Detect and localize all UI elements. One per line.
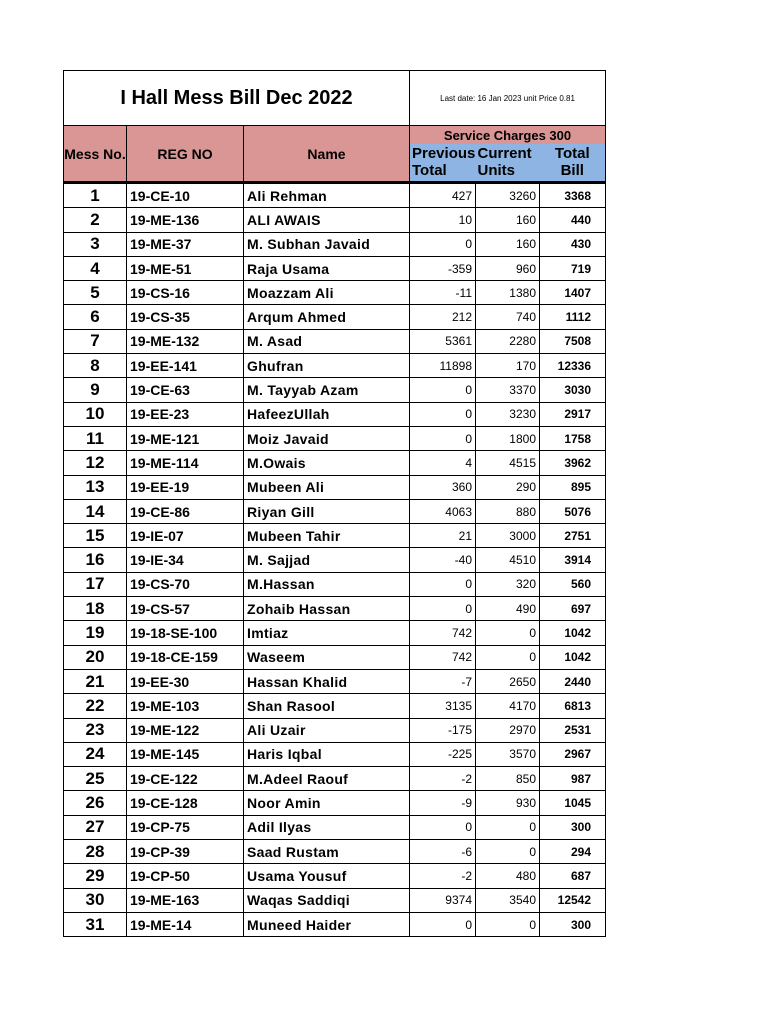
current-units-cell: 2280 — [476, 329, 540, 353]
header-service-charges: Service Charges 300 — [410, 126, 606, 145]
table-row — [64, 524, 606, 548]
table-row — [64, 232, 606, 256]
name-cell: Adil Ilyas — [244, 815, 410, 839]
table-row — [64, 329, 606, 353]
total-bill-cell: 3962 — [540, 451, 606, 475]
previous-total-cell: -40 — [410, 548, 476, 572]
mess-no-cell: 26 — [64, 791, 127, 815]
table-row — [64, 402, 606, 426]
current-units-cell: 3540 — [476, 888, 540, 912]
previous-total-cell: 0 — [410, 232, 476, 256]
name-cell: Mubeen Ali — [244, 475, 410, 499]
reg-no-cell: 19-CS-35 — [127, 305, 244, 329]
mess-no-cell: 7 — [64, 329, 127, 353]
reg-no-cell: 19-CE-122 — [127, 767, 244, 791]
table-row — [64, 305, 606, 329]
mess-no-cell: 21 — [64, 669, 127, 693]
total-bill-cell: 1042 — [540, 621, 606, 645]
name-cell: Riyan Gill — [244, 499, 410, 523]
name-cell: Moazzam Ali — [244, 281, 410, 305]
table-row — [64, 451, 606, 475]
table-row — [64, 912, 606, 936]
name-cell: M. Subhan Javaid — [244, 232, 410, 256]
header-name: Name — [244, 126, 410, 183]
table-row — [64, 840, 606, 864]
previous-total-cell: 11898 — [410, 354, 476, 378]
previous-total-cell: 3135 — [410, 694, 476, 718]
mess-no-cell: 11 — [64, 426, 127, 450]
total-bill-cell: 12336 — [540, 354, 606, 378]
name-cell: Waqas Saddiqi — [244, 888, 410, 912]
total-bill-cell: 5076 — [540, 499, 606, 523]
mess-no-cell: 19 — [64, 621, 127, 645]
table-row — [64, 742, 606, 766]
last-date-note: Last date: 16 Jan 2023 unit Price 0.81 — [410, 71, 606, 126]
reg-no-cell: 19-CS-16 — [127, 281, 244, 305]
mess-no-cell: 22 — [64, 694, 127, 718]
name-cell: Ali Uzair — [244, 718, 410, 742]
reg-no-cell: 19-CE-63 — [127, 378, 244, 402]
total-bill-cell: 1045 — [540, 791, 606, 815]
mess-no-cell: 4 — [64, 256, 127, 280]
name-cell: Muneed Haider — [244, 912, 410, 936]
header-total-bill: Total Bill — [540, 144, 606, 183]
previous-total-cell: 4 — [410, 451, 476, 475]
name-cell: M. Tayyab Azam — [244, 378, 410, 402]
total-bill-cell: 2917 — [540, 402, 606, 426]
reg-no-cell: 19-ME-37 — [127, 232, 244, 256]
reg-no-cell: 19-CS-70 — [127, 572, 244, 596]
reg-no-cell: 19-CE-10 — [127, 183, 244, 208]
previous-total-cell: -2 — [410, 864, 476, 888]
reg-no-cell: 19-ME-145 — [127, 742, 244, 766]
reg-no-cell: 19-CE-86 — [127, 499, 244, 523]
mess-no-cell: 24 — [64, 742, 127, 766]
reg-no-cell: 19-ME-103 — [127, 694, 244, 718]
mess-no-cell: 29 — [64, 864, 127, 888]
current-units-cell: 0 — [476, 645, 540, 669]
mess-no-cell: 13 — [64, 475, 127, 499]
reg-no-cell: 19-CS-57 — [127, 597, 244, 621]
mess-no-cell: 10 — [64, 402, 127, 426]
table-row — [64, 718, 606, 742]
name-cell: Mubeen Tahir — [244, 524, 410, 548]
total-bill-cell: 2751 — [540, 524, 606, 548]
header-mess-no: Mess No. — [64, 126, 127, 183]
table-row — [64, 791, 606, 815]
mess-no-cell: 25 — [64, 767, 127, 791]
total-bill-cell: 2967 — [540, 742, 606, 766]
total-bill-cell: 300 — [540, 815, 606, 839]
previous-total-cell: 742 — [410, 645, 476, 669]
previous-total-cell: 21 — [410, 524, 476, 548]
previous-total-cell: -359 — [410, 256, 476, 280]
reg-no-cell: 19-ME-121 — [127, 426, 244, 450]
current-units-cell: 2650 — [476, 669, 540, 693]
previous-total-cell: -7 — [410, 669, 476, 693]
total-bill-cell: 987 — [540, 767, 606, 791]
previous-total-cell: 427 — [410, 183, 476, 208]
mess-no-cell: 6 — [64, 305, 127, 329]
previous-total-cell: 742 — [410, 621, 476, 645]
total-bill-cell: 3914 — [540, 548, 606, 572]
mess-no-cell: 20 — [64, 645, 127, 669]
previous-total-cell: -225 — [410, 742, 476, 766]
mess-bill-sheet — [63, 70, 605, 937]
sheet-title: I Hall Mess Bill Dec 2022 — [64, 71, 410, 126]
total-bill-cell: 1758 — [540, 426, 606, 450]
table-row — [64, 426, 606, 450]
table-row — [64, 354, 606, 378]
mess-no-cell: 8 — [64, 354, 127, 378]
reg-no-cell: 19-CP-50 — [127, 864, 244, 888]
name-cell: Moiz Javaid — [244, 426, 410, 450]
current-units-cell: 4170 — [476, 694, 540, 718]
table-row — [64, 767, 606, 791]
total-bill-cell: 560 — [540, 572, 606, 596]
current-units-cell: 4515 — [476, 451, 540, 475]
total-bill-cell: 1407 — [540, 281, 606, 305]
name-cell: HafeezUllah — [244, 402, 410, 426]
total-bill-cell: 430 — [540, 232, 606, 256]
current-units-cell: 170 — [476, 354, 540, 378]
reg-no-cell: 19-ME-14 — [127, 912, 244, 936]
previous-total-cell: -6 — [410, 840, 476, 864]
mess-no-cell: 17 — [64, 572, 127, 596]
current-units-cell: 3230 — [476, 402, 540, 426]
table-row — [64, 281, 606, 305]
mess-no-cell: 28 — [64, 840, 127, 864]
mess-no-cell: 16 — [64, 548, 127, 572]
name-cell: Noor Amin — [244, 791, 410, 815]
reg-no-cell: 19-EE-19 — [127, 475, 244, 499]
table-row — [64, 378, 606, 402]
mess-no-cell: 1 — [64, 183, 127, 208]
current-units-cell: 480 — [476, 864, 540, 888]
previous-total-cell: 5361 — [410, 329, 476, 353]
reg-no-cell: 19-ME-122 — [127, 718, 244, 742]
current-units-cell: 3260 — [476, 183, 540, 208]
reg-no-cell: 19-IE-34 — [127, 548, 244, 572]
table-row — [64, 888, 606, 912]
name-cell: Arqum Ahmed — [244, 305, 410, 329]
total-bill-cell: 6813 — [540, 694, 606, 718]
current-units-cell: 2970 — [476, 718, 540, 742]
reg-no-cell: 19-EE-30 — [127, 669, 244, 693]
table-row — [64, 256, 606, 280]
previous-total-cell: 0 — [410, 572, 476, 596]
current-units-cell: 3000 — [476, 524, 540, 548]
name-cell: Usama Yousuf — [244, 864, 410, 888]
mess-no-cell: 23 — [64, 718, 127, 742]
current-units-cell: 1800 — [476, 426, 540, 450]
name-cell: M. Asad — [244, 329, 410, 353]
previous-total-cell: 0 — [410, 426, 476, 450]
table-row — [64, 475, 606, 499]
reg-no-cell: 19-ME-51 — [127, 256, 244, 280]
previous-total-cell: 0 — [410, 402, 476, 426]
total-bill-cell: 687 — [540, 864, 606, 888]
total-bill-cell: 3030 — [540, 378, 606, 402]
name-cell: Raja Usama — [244, 256, 410, 280]
mess-no-cell: 12 — [64, 451, 127, 475]
current-units-cell: 850 — [476, 767, 540, 791]
mess-bill-table — [63, 70, 606, 937]
name-cell: Ghufran — [244, 354, 410, 378]
reg-no-cell: 19-ME-114 — [127, 451, 244, 475]
current-units-cell: 3570 — [476, 742, 540, 766]
previous-total-cell: 212 — [410, 305, 476, 329]
reg-no-cell: 19-EE-23 — [127, 402, 244, 426]
total-bill-cell: 300 — [540, 912, 606, 936]
name-cell: M.Adeel Raouf — [244, 767, 410, 791]
reg-no-cell: 19-CP-75 — [127, 815, 244, 839]
current-units-cell: 160 — [476, 208, 540, 232]
total-bill-cell: 3368 — [540, 183, 606, 208]
table-row — [64, 645, 606, 669]
current-units-cell: 160 — [476, 232, 540, 256]
current-units-cell: 740 — [476, 305, 540, 329]
previous-total-cell: 0 — [410, 378, 476, 402]
previous-total-cell: 4063 — [410, 499, 476, 523]
reg-no-cell: 19-18-SE-100 — [127, 621, 244, 645]
table-row — [64, 183, 606, 208]
table-row — [64, 208, 606, 232]
total-bill-cell: 1112 — [540, 305, 606, 329]
reg-no-cell: 19-18-CE-159 — [127, 645, 244, 669]
current-units-cell: 880 — [476, 499, 540, 523]
bill-rows — [64, 183, 606, 937]
total-bill-cell: 12542 — [540, 888, 606, 912]
table-row — [64, 815, 606, 839]
mess-no-cell: 3 — [64, 232, 127, 256]
name-cell: Zohaib Hassan — [244, 597, 410, 621]
previous-total-cell: 0 — [410, 912, 476, 936]
previous-total-cell: -2 — [410, 767, 476, 791]
previous-total-cell: 0 — [410, 597, 476, 621]
current-units-cell: 960 — [476, 256, 540, 280]
previous-total-cell: -175 — [410, 718, 476, 742]
current-units-cell: 1380 — [476, 281, 540, 305]
current-units-cell: 0 — [476, 815, 540, 839]
table-row — [64, 694, 606, 718]
table-row — [64, 669, 606, 693]
reg-no-cell: 19-IE-07 — [127, 524, 244, 548]
name-cell: Waseem — [244, 645, 410, 669]
total-bill-cell: 719 — [540, 256, 606, 280]
total-bill-cell: 895 — [540, 475, 606, 499]
previous-total-cell: 9374 — [410, 888, 476, 912]
mess-no-cell: 9 — [64, 378, 127, 402]
previous-total-cell: 360 — [410, 475, 476, 499]
table-row — [64, 597, 606, 621]
previous-total-cell: 0 — [410, 815, 476, 839]
table-row — [64, 572, 606, 596]
name-cell: Ali Rehman — [244, 183, 410, 208]
current-units-cell: 490 — [476, 597, 540, 621]
reg-no-cell: 19-CE-128 — [127, 791, 244, 815]
current-units-cell: 320 — [476, 572, 540, 596]
name-cell: M.Hassan — [244, 572, 410, 596]
mess-no-cell: 27 — [64, 815, 127, 839]
mess-no-cell: 5 — [64, 281, 127, 305]
mess-no-cell: 30 — [64, 888, 127, 912]
table-row — [64, 548, 606, 572]
reg-no-cell: 19-EE-141 — [127, 354, 244, 378]
name-cell: Haris Iqbal — [244, 742, 410, 766]
table-row — [64, 621, 606, 645]
current-units-cell: 930 — [476, 791, 540, 815]
table-row — [64, 499, 606, 523]
total-bill-cell: 2440 — [540, 669, 606, 693]
reg-no-cell: 19-ME-136 — [127, 208, 244, 232]
name-cell: Shan Rasool — [244, 694, 410, 718]
previous-total-cell: -9 — [410, 791, 476, 815]
mess-no-cell: 15 — [64, 524, 127, 548]
previous-total-cell: 10 — [410, 208, 476, 232]
total-bill-cell: 294 — [540, 840, 606, 864]
total-bill-cell: 440 — [540, 208, 606, 232]
total-bill-cell: 2531 — [540, 718, 606, 742]
current-units-cell: 3370 — [476, 378, 540, 402]
current-units-cell: 0 — [476, 840, 540, 864]
current-units-cell: 0 — [476, 621, 540, 645]
reg-no-cell: 19-CP-39 — [127, 840, 244, 864]
reg-no-cell: 19-ME-132 — [127, 329, 244, 353]
reg-no-cell: 19-ME-163 — [127, 888, 244, 912]
name-cell: M. Sajjad — [244, 548, 410, 572]
name-cell: M.Owais — [244, 451, 410, 475]
header-previous-total: Previous Total — [410, 144, 476, 183]
table-row — [64, 864, 606, 888]
total-bill-cell: 1042 — [540, 645, 606, 669]
mess-no-cell: 2 — [64, 208, 127, 232]
header-current-units: Current Units — [476, 144, 540, 183]
previous-total-cell: -11 — [410, 281, 476, 305]
current-units-cell: 0 — [476, 912, 540, 936]
current-units-cell: 4510 — [476, 548, 540, 572]
mess-no-cell: 18 — [64, 597, 127, 621]
name-cell: Hassan Khalid — [244, 669, 410, 693]
current-units-cell: 290 — [476, 475, 540, 499]
name-cell: Imtiaz — [244, 621, 410, 645]
name-cell: ALI AWAIS — [244, 208, 410, 232]
total-bill-cell: 7508 — [540, 329, 606, 353]
name-cell: Saad Rustam — [244, 840, 410, 864]
mess-no-cell: 31 — [64, 912, 127, 936]
mess-no-cell: 14 — [64, 499, 127, 523]
header-reg-no: REG NO — [127, 126, 244, 183]
total-bill-cell: 697 — [540, 597, 606, 621]
